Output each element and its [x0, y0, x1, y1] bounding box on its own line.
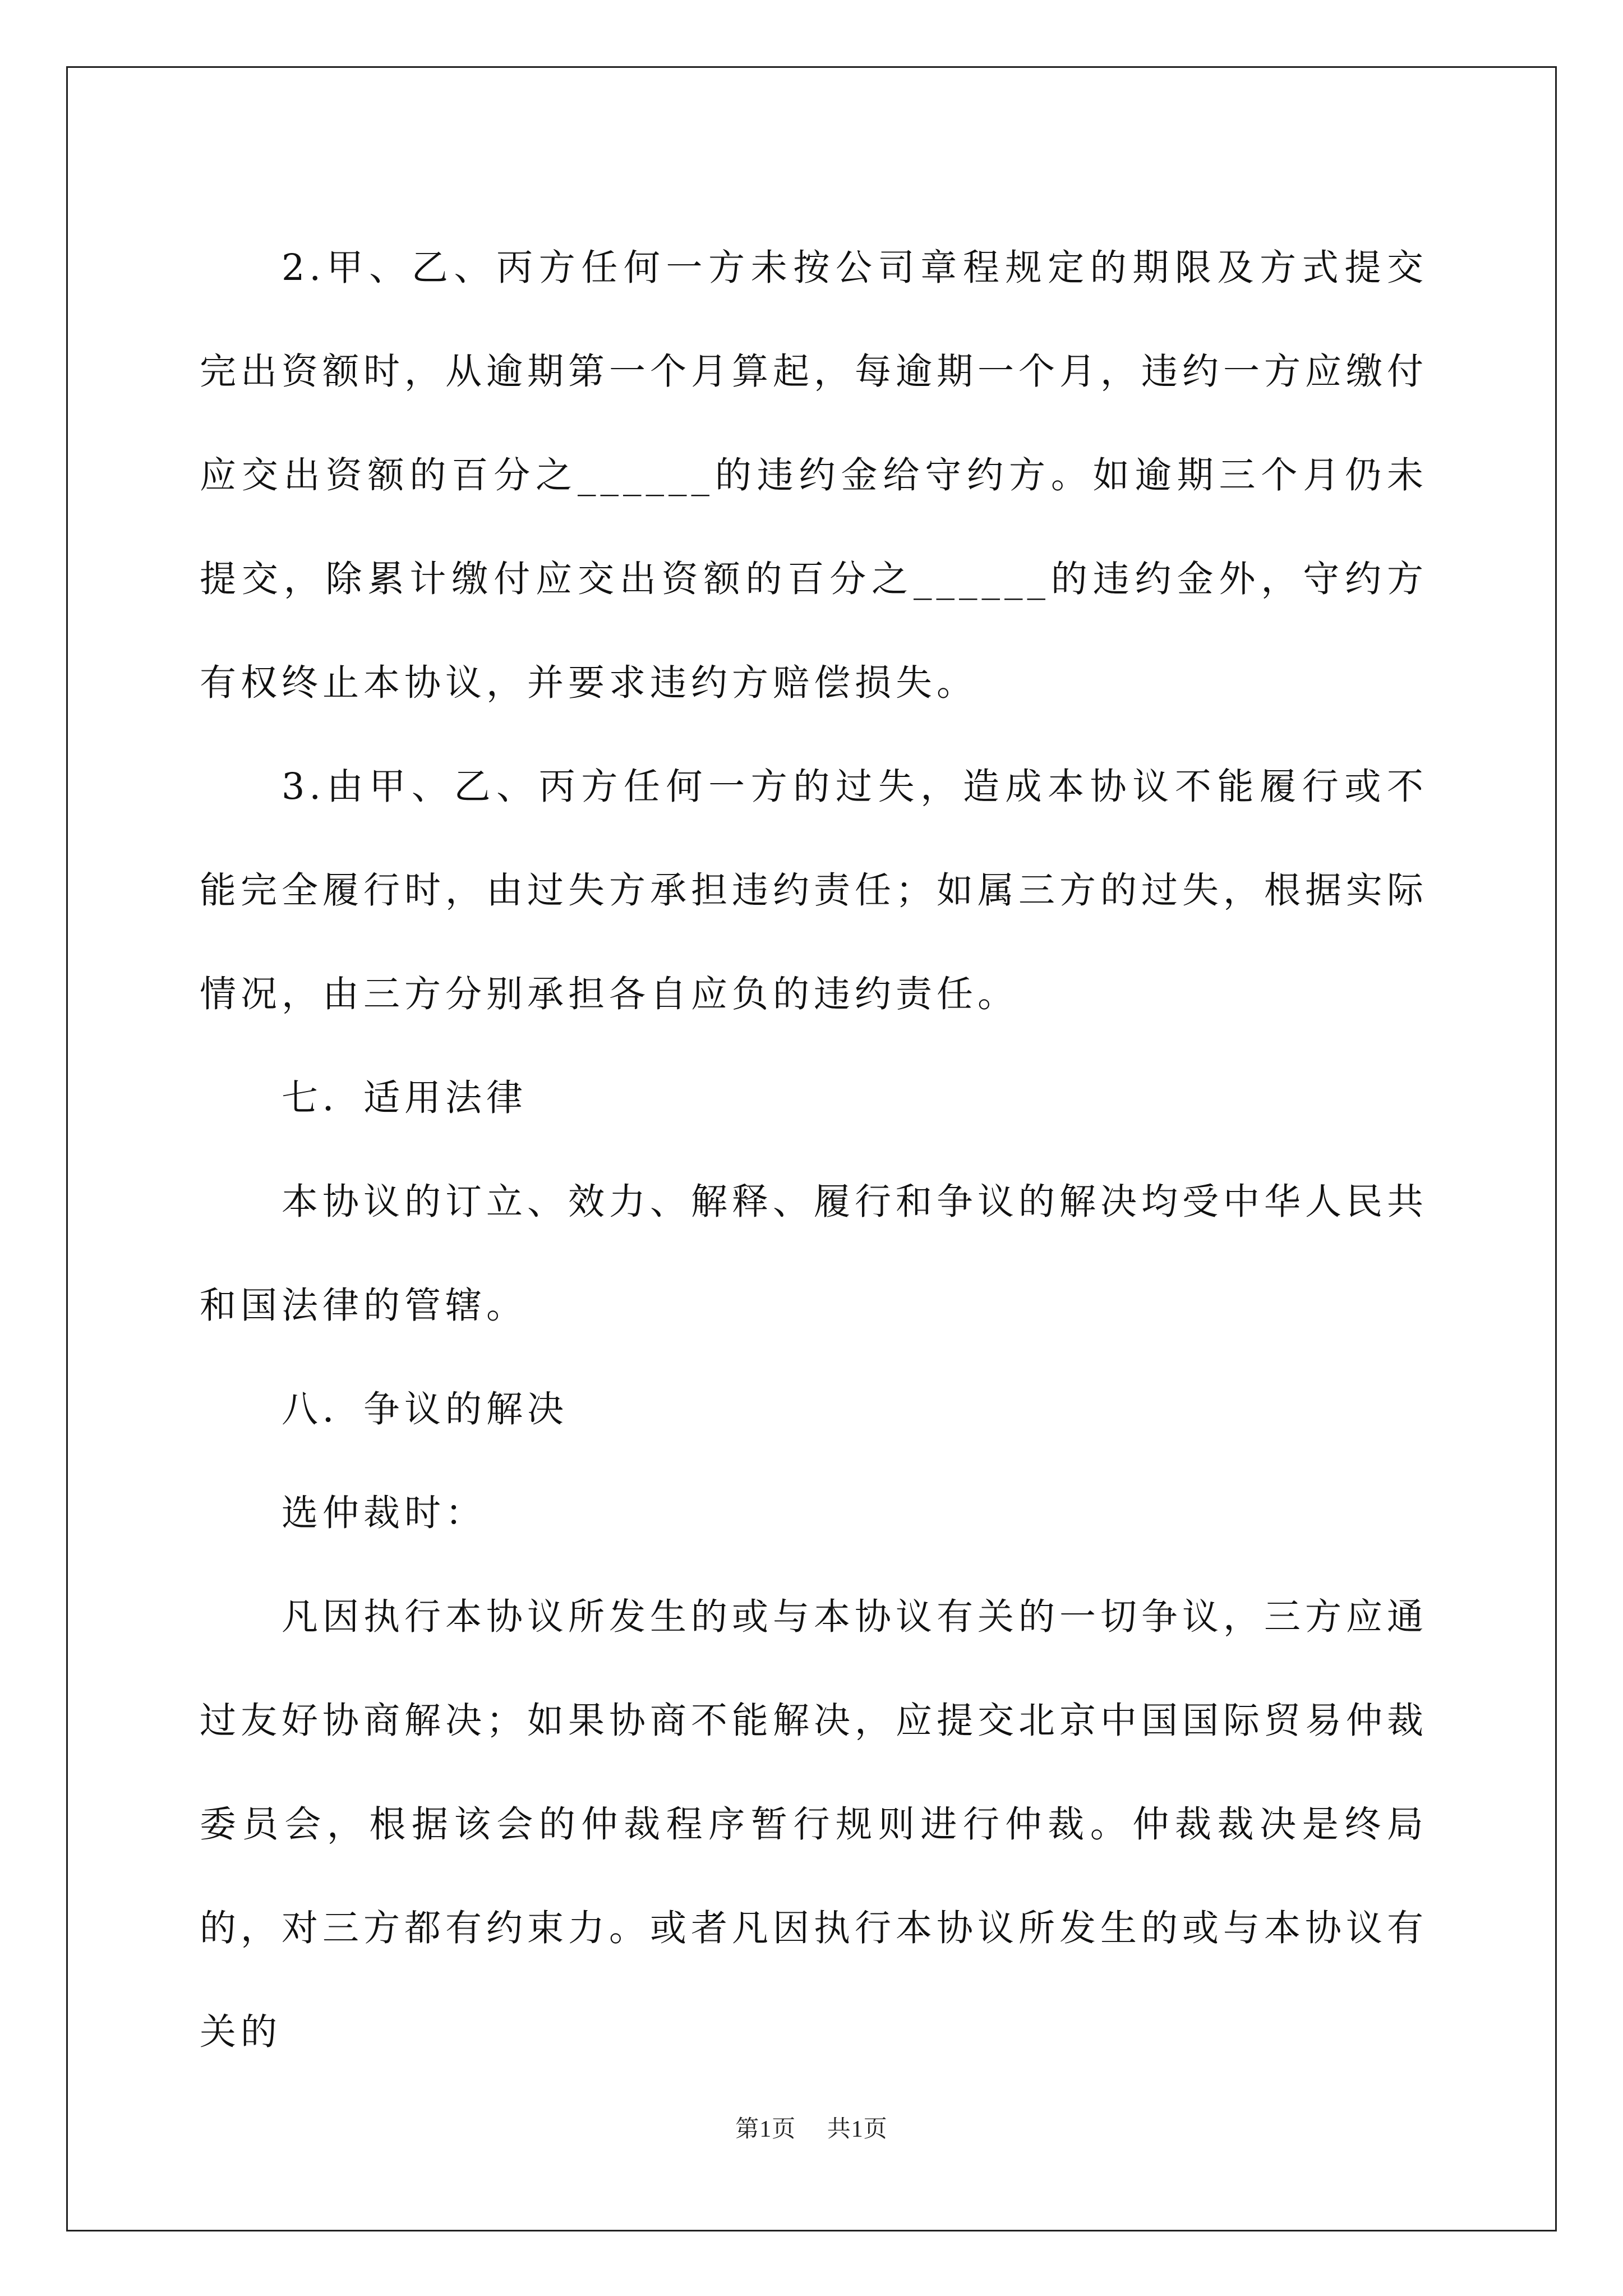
arbitration-paragraph: 凡因执行本协议所发生的或与本协议有关的一切争议，三方应通过友好协商解决；如果协商不能解决，应提交北京中国国际贸易仲裁委员会，根据该会的仲裁程序暂行规则进行仲裁。仲裁裁决是终局的，对三方都有约束力。或者凡因执行本协议所发生的或与本协议有关的 [200, 1596, 1428, 2053]
applicable-law-paragraph: 本协议的订立、效力、解释、履行和争议的解决均受中华人民共和国法律的管辖。 [200, 1181, 1428, 1327]
section-heading-applicable-law: 七．适用法律 [282, 1077, 528, 1119]
page-footer [0, 2110, 1623, 2144]
page-number: 第1页 [735, 2116, 796, 2142]
page-total: 共1页 [827, 2116, 888, 2142]
arbitration-option-label: 选仲裁时： [282, 1492, 487, 1534]
clause-3-paragraph: 3.由甲、乙、丙方任何一方的过失，造成本协议不能履行或不能完全履行时，由过失方承担违约责任；如属三方的过失，根据实际情况，由三方分别承担各自应负的违约责任。 [200, 766, 1428, 1015]
document-body [200, 216, 1428, 2084]
section-heading-dispute-resolution: 八．争议的解决 [282, 1388, 569, 1430]
clause-2-paragraph: 2.甲、乙、丙方任何一方未按公司章程规定的期限及方式提交完出资额时，从逾期第一个月算起，每逾期一个月，违约一方应缴付应交出资额的百分之______的违约金给守约方。如逾期三个月仍未提交，除累计缴付应交出资额的百分之______的违约金外，守约方有权终止本协议，并要求违约方赔偿损失。 [200, 247, 1428, 704]
